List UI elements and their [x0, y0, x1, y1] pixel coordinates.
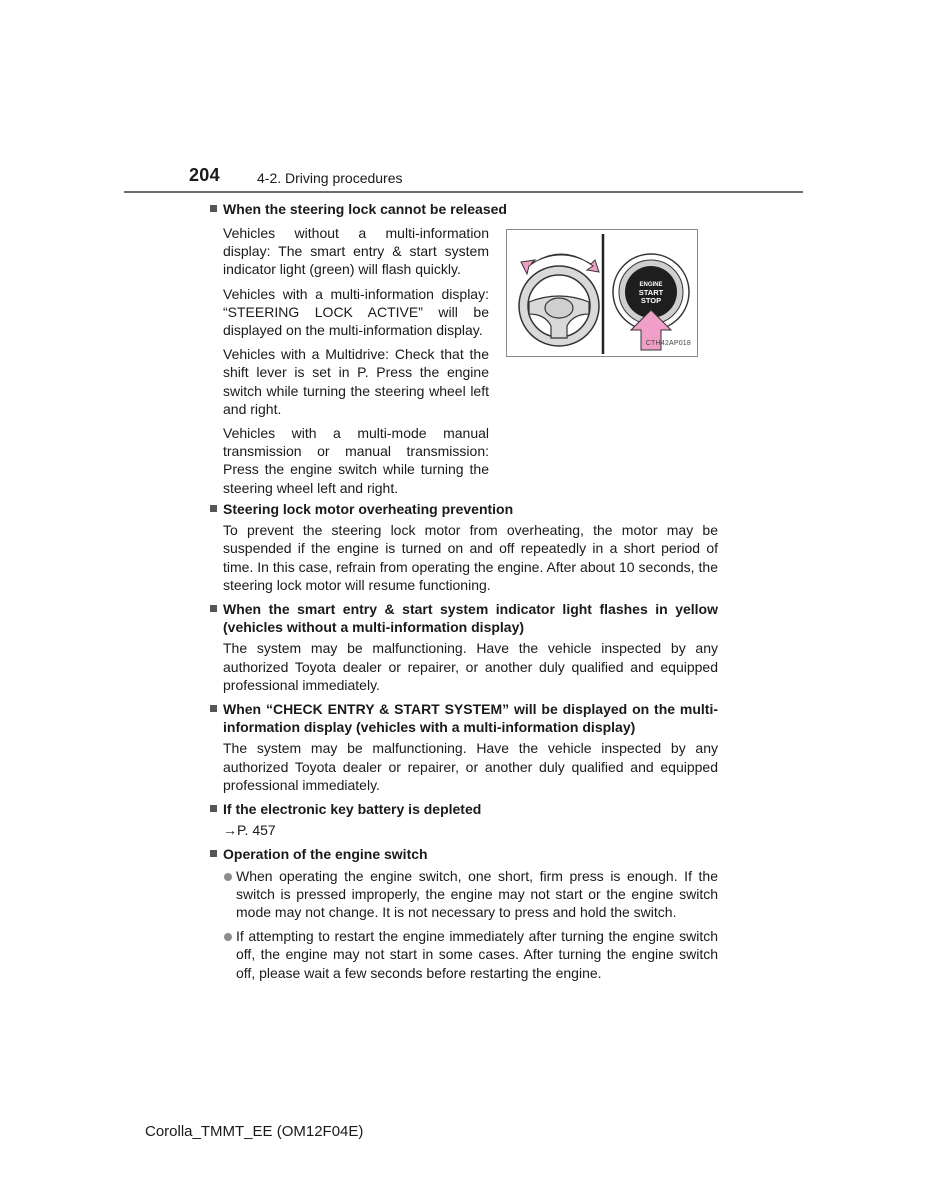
paragraph: Vehicles without a multi-information display: The smart entry & start system indicator light (green) will flash quickly.	[223, 225, 489, 278]
section-overheating	[210, 500, 718, 594]
page-content	[210, 200, 718, 988]
button-label-engine: ENGINE	[639, 282, 663, 288]
figure-code: CTH42AP018	[645, 339, 691, 347]
section-operation	[210, 845, 718, 981]
bullet-text: If attempting to restart the engine immediately after turning the engine switch off, the engine may not start in some cases. After turning the engine switch off, please wait a few seconds before restarting the engine.	[236, 928, 718, 981]
header-rule	[124, 191, 803, 193]
section-heading	[210, 845, 718, 863]
section-battery	[210, 800, 718, 839]
heading-text: Operation of the engine switch	[223, 846, 428, 863]
square-marker-icon	[210, 205, 217, 212]
section-yellow-light	[210, 600, 718, 694]
paragraph: The system may be malfunctioning. Have the vehicle inspected by any authorized Toyota dealer or repairer, or another duly qualified and equipped professional immediately.	[223, 640, 718, 693]
section-heading	[210, 600, 718, 636]
section-check-entry	[210, 700, 718, 794]
paragraph: Vehicles with a Multidrive: Check that the shift lever is set in P. Press the engine switch while turning the steering wheel left and right.	[223, 346, 489, 417]
section-title: 4-2. Driving procedures	[257, 170, 403, 186]
steering-wheel-icon	[519, 266, 599, 346]
steering-lock-paragraphs	[223, 224, 489, 503]
square-marker-icon	[210, 850, 217, 857]
heading-text: When the steering lock cannot be released	[223, 201, 507, 217]
paragraph: The system may be malfunctioning. Have the vehicle inspected by any authorized Toyota dealer or repairer, or another duly qualified and equipped professional immediately.	[223, 740, 718, 793]
page-header	[0, 0, 927, 200]
bullet-dot-icon	[224, 873, 232, 881]
heading-text: Steering lock motor overheating prevention	[223, 501, 514, 517]
square-marker-icon	[210, 505, 217, 512]
paragraph: Vehicles with a multi-mode manual transmission or manual transmission: Press the engine switch while turning the steering wheel left and right.	[223, 425, 489, 496]
section-heading	[210, 800, 718, 818]
paragraph: Vehicles with a multi-information display: “STEERING LOCK ACTIVE” will be displayed on the multi-information display.	[223, 285, 489, 339]
heading-text: When “CHECK ENTRY & START SYSTEM” will be displayed on the multi-information display (vehicles with a multi-information display)	[223, 701, 718, 736]
section-steering-lock	[210, 200, 718, 500]
bullet-text: When operating the engine switch, one short, firm press is enough. If the switch is pressed improperly, the engine may not start or the engine switch mode may not change. It is not necessary to press and hold the switch.	[236, 867, 718, 921]
section-heading	[210, 200, 731, 218]
square-marker-icon	[210, 705, 217, 712]
bullet-item	[210, 927, 718, 982]
section-heading	[210, 500, 718, 518]
bullet-item	[210, 867, 718, 922]
square-marker-icon	[210, 605, 217, 612]
page-number: 204	[189, 165, 220, 185]
square-marker-icon	[210, 805, 217, 812]
section-heading	[210, 700, 718, 736]
heading-text: If the electronic key battery is depleted	[223, 801, 482, 818]
paragraph: To prevent the steering lock motor from overheating, the motor may be suspended if the engine is turned on and off repeatedly in a short period of time. In this case, refrain from operating the engine. After about 10 seconds, the steering lock motor will resume functioning.	[223, 522, 718, 593]
button-label-start: START	[638, 288, 664, 297]
steering-illustration	[506, 229, 698, 357]
page-reference-link[interactable]: →P. 457	[223, 822, 276, 839]
bullet-dot-icon	[224, 933, 232, 941]
heading-text: When the smart entry & start system indicator light flashes in yellow (vehicles without a multi-information display)	[223, 601, 718, 636]
button-label-stop: STOP	[640, 296, 662, 305]
footer-doc-id: Corolla_TMMT_EE (OM12F04E)	[145, 1123, 364, 1140]
